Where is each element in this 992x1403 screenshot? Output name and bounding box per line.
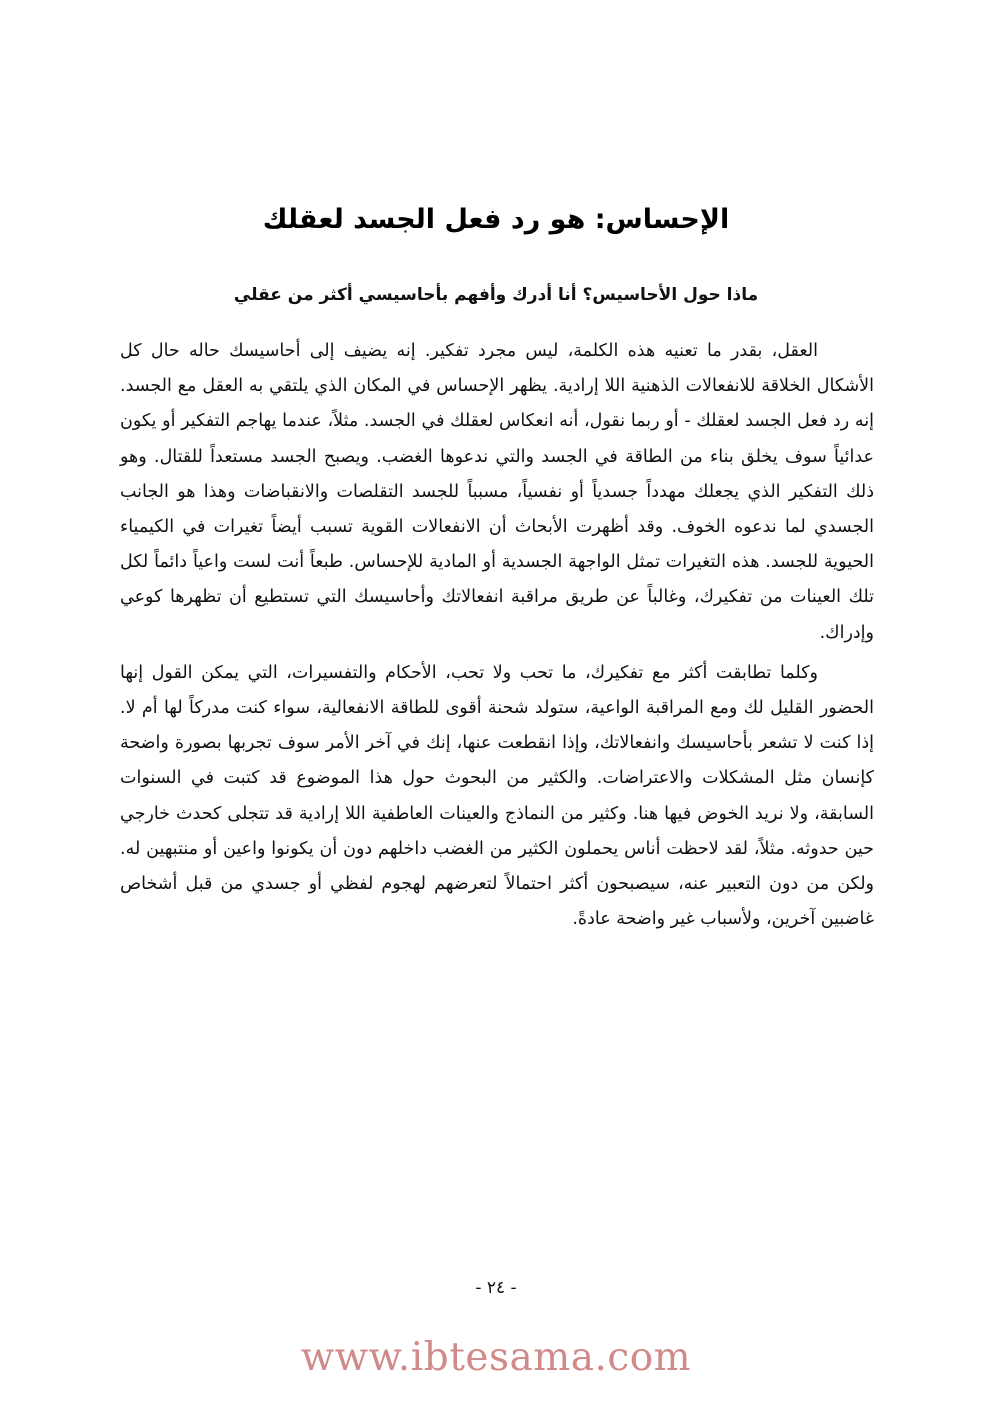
paragraph-2: وكلما تطابقت أكثر مع تفكيرك، ما تحب ولا تحب، الأحكام والتفسيرات، التي يمكن القول إنها الحضور القليل لك ومع المراقبة الواعية، ستولد شحنة أقوى للطاقة الانفعالية، سواء كنت مدركاً لها أم لا. إذا كنت لا تشعر بأحاسيسك وانفعالاتك، وإذا انقطعت عنها، إنك في آخر الأمر سوف تجربها بصورة واضحة كإنسان مثل المشكلات والاعتراضات. والكثير من البحوث حول هذا الموضوع قد كتبت في السنوات السابقة، ولا نريد الخوض فيها هنا. وكثير من النماذج والعينات العاطفية اللا إرادية قد تتجلى كحدث خارجي حين حدوثه. مثلاً، لقد لاحظت أناس يحملون الكثير من الغضب داخلهم دون أن يكونوا واعين أو منتبهين له. ولكن من دون التعبير عنه، سيصبحون أكثر احتمالاً لتعرضهم لهجوم لفظي أو جسدي من قبل أشخاص غاضبين آخرين، ولأسباب غير واضحة عادةً. bbox=[120, 662, 874, 930]
page-title: الإحساس: هو رد فعل الجسد لعقلك bbox=[262, 204, 730, 235]
watermark-url: www.ibtesama.com bbox=[300, 1335, 692, 1380]
page-number: - ٢٤ - bbox=[475, 1278, 517, 1298]
page-subtitle: ماذا حول الأحاسيس؟ أنا أدرك وأفهم بأحاسيسي أكثر من عقلي bbox=[233, 285, 759, 305]
paragraph-1: العقل، بقدر ما تعنيه هذه الكلمة، ليس مجرد تفكير. إنه يضيف إلى أحاسيسك حاله حال كل الأشكال الخلاقة للانفعالات الذهنية اللا إرادية. يظهر الإحساس في المكان الذي يلتقي به العقل مع الجسد. إنه رد فعل الجسد لعقلك - أو ربما نقول، أنه انعكاس لعقلك في الجسد. مثلاً، عندما يهاجم التفكير أو يكون عدائياً سوف يخلق بناء من الطاقة في الجسد والتي ندعوها الغضب. ويصبح الجسد مستعداً للقتال. وهو ذلك التفكير الذي يجعلك مهدداً جسدياً أو نفسياً، مسبباً للجسد التقلصات والانقباضات وهذا هو الجانب الجسدي لما ندعوه الخوف. وقد أظهرت الأبحاث أن الانفعالات القوية تسبب أيضاً تغيرات في الكيمياء الحيوية للجسد. هذه التغيرات تمثل الواجهة الجسدية أو المادية للإحساس. طبعاً أنت لست واعياً دائماً لكل تلك العينات من تفكيرك، وغالباً عن طريق مراقبة انفعالاتك وأحاسيسك التي تستطيع أن تظهرها كوعي وإدراك. bbox=[120, 341, 874, 643]
body-text bbox=[120, 334, 874, 942]
